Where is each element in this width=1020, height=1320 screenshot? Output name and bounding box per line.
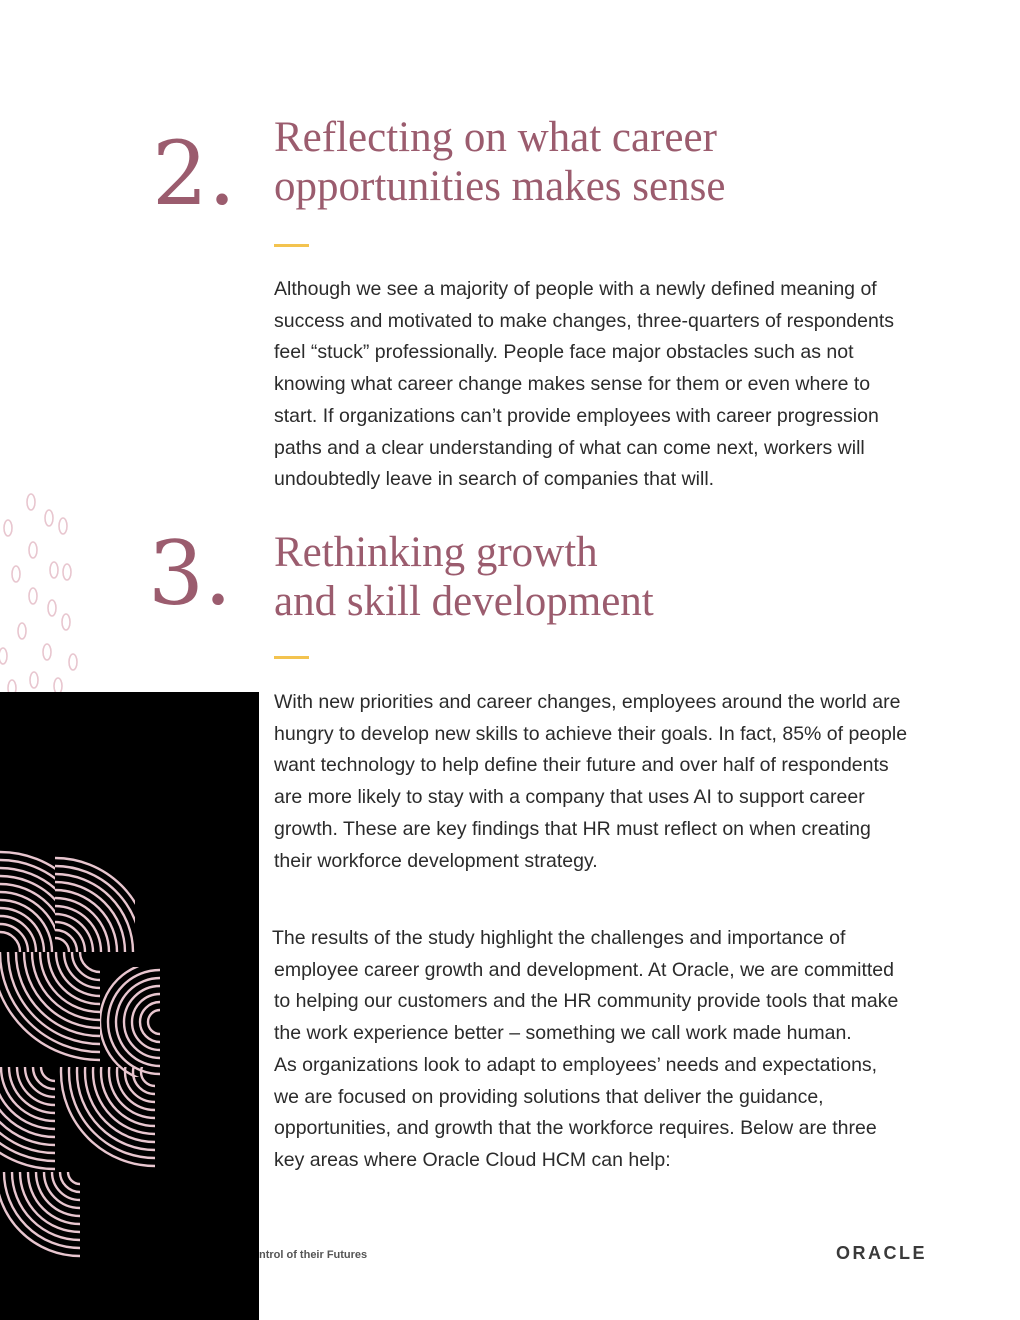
fingerprint-art <box>0 802 170 1262</box>
section-body-2 <box>274 274 894 496</box>
text-line: success and motivated to make changes, three-quarters of respondents <box>274 309 895 332</box>
heading-line: opportunities makes sense <box>274 163 726 210</box>
heading-line: and skill development <box>274 578 654 625</box>
text-line: the work experience better – something we call work made human. <box>274 1022 852 1045</box>
text-line: feel “stuck” professionally. People face major obstacles such as not <box>274 341 854 364</box>
text-line: to helping our customers and the HR community provide tools that make <box>274 990 899 1013</box>
text-line: Although we see a majority of people with a newly defined meaning of <box>274 278 877 300</box>
text-line: The results of the study highlight the challenges and importance of <box>272 927 846 949</box>
text-line: key areas where Oracle Cloud HCM can help: <box>274 1148 671 1171</box>
heading-accent-rule <box>274 656 309 659</box>
decorative-dot-pattern <box>0 490 90 692</box>
footer-document-title: ntrol of their Futures <box>259 1249 368 1261</box>
text-line: paths and a clear understanding of what can come next, workers will <box>274 436 865 459</box>
section-number-3: 3. <box>148 522 232 625</box>
text-line: employee career growth and development. At Oracle, we are committed <box>274 958 894 981</box>
text-line: knowing what career change makes sense for them or even where to <box>274 373 871 396</box>
text-line: undoubtedly leave in search of companies that will. <box>274 468 715 491</box>
fingerprint-artwork-panel <box>0 692 259 1320</box>
text-line: want technology to help define their future and over half of respondents <box>274 754 889 777</box>
heading-line: Reflecting on what career <box>274 114 717 161</box>
conclusion-paragraph <box>272 923 898 1177</box>
text-line: are more likely to stay with a company that uses AI to support career <box>274 786 865 809</box>
text-line: start. If organizations can’t provide employees with career progression <box>274 404 879 427</box>
oracle-logo: ORACLE <box>836 1243 927 1263</box>
text-line: we are focused on providing solutions that deliver the guidance, <box>274 1085 824 1108</box>
text-line: opportunities, and growth that the workforce requires. Below are three <box>274 1117 877 1140</box>
heading-line: Rethinking growth <box>274 529 598 576</box>
text-line: their workforce development strategy. <box>274 849 598 872</box>
text-line: hungry to develop new skills to achieve their goals. In fact, 85% of people <box>274 722 908 745</box>
text-line: With new priorities and career changes, employees around the world are <box>274 691 901 713</box>
text-line: As organizations look to adapt to employees’ needs and expectations, <box>274 1053 878 1076</box>
text-line: growth. These are key findings that HR must reflect on when creating <box>274 817 871 840</box>
section-number-2: 2. <box>152 122 236 225</box>
section-heading-3 <box>274 528 654 626</box>
section-body-3 <box>274 687 907 877</box>
section-heading-2 <box>274 113 725 211</box>
heading-accent-rule <box>274 244 309 247</box>
